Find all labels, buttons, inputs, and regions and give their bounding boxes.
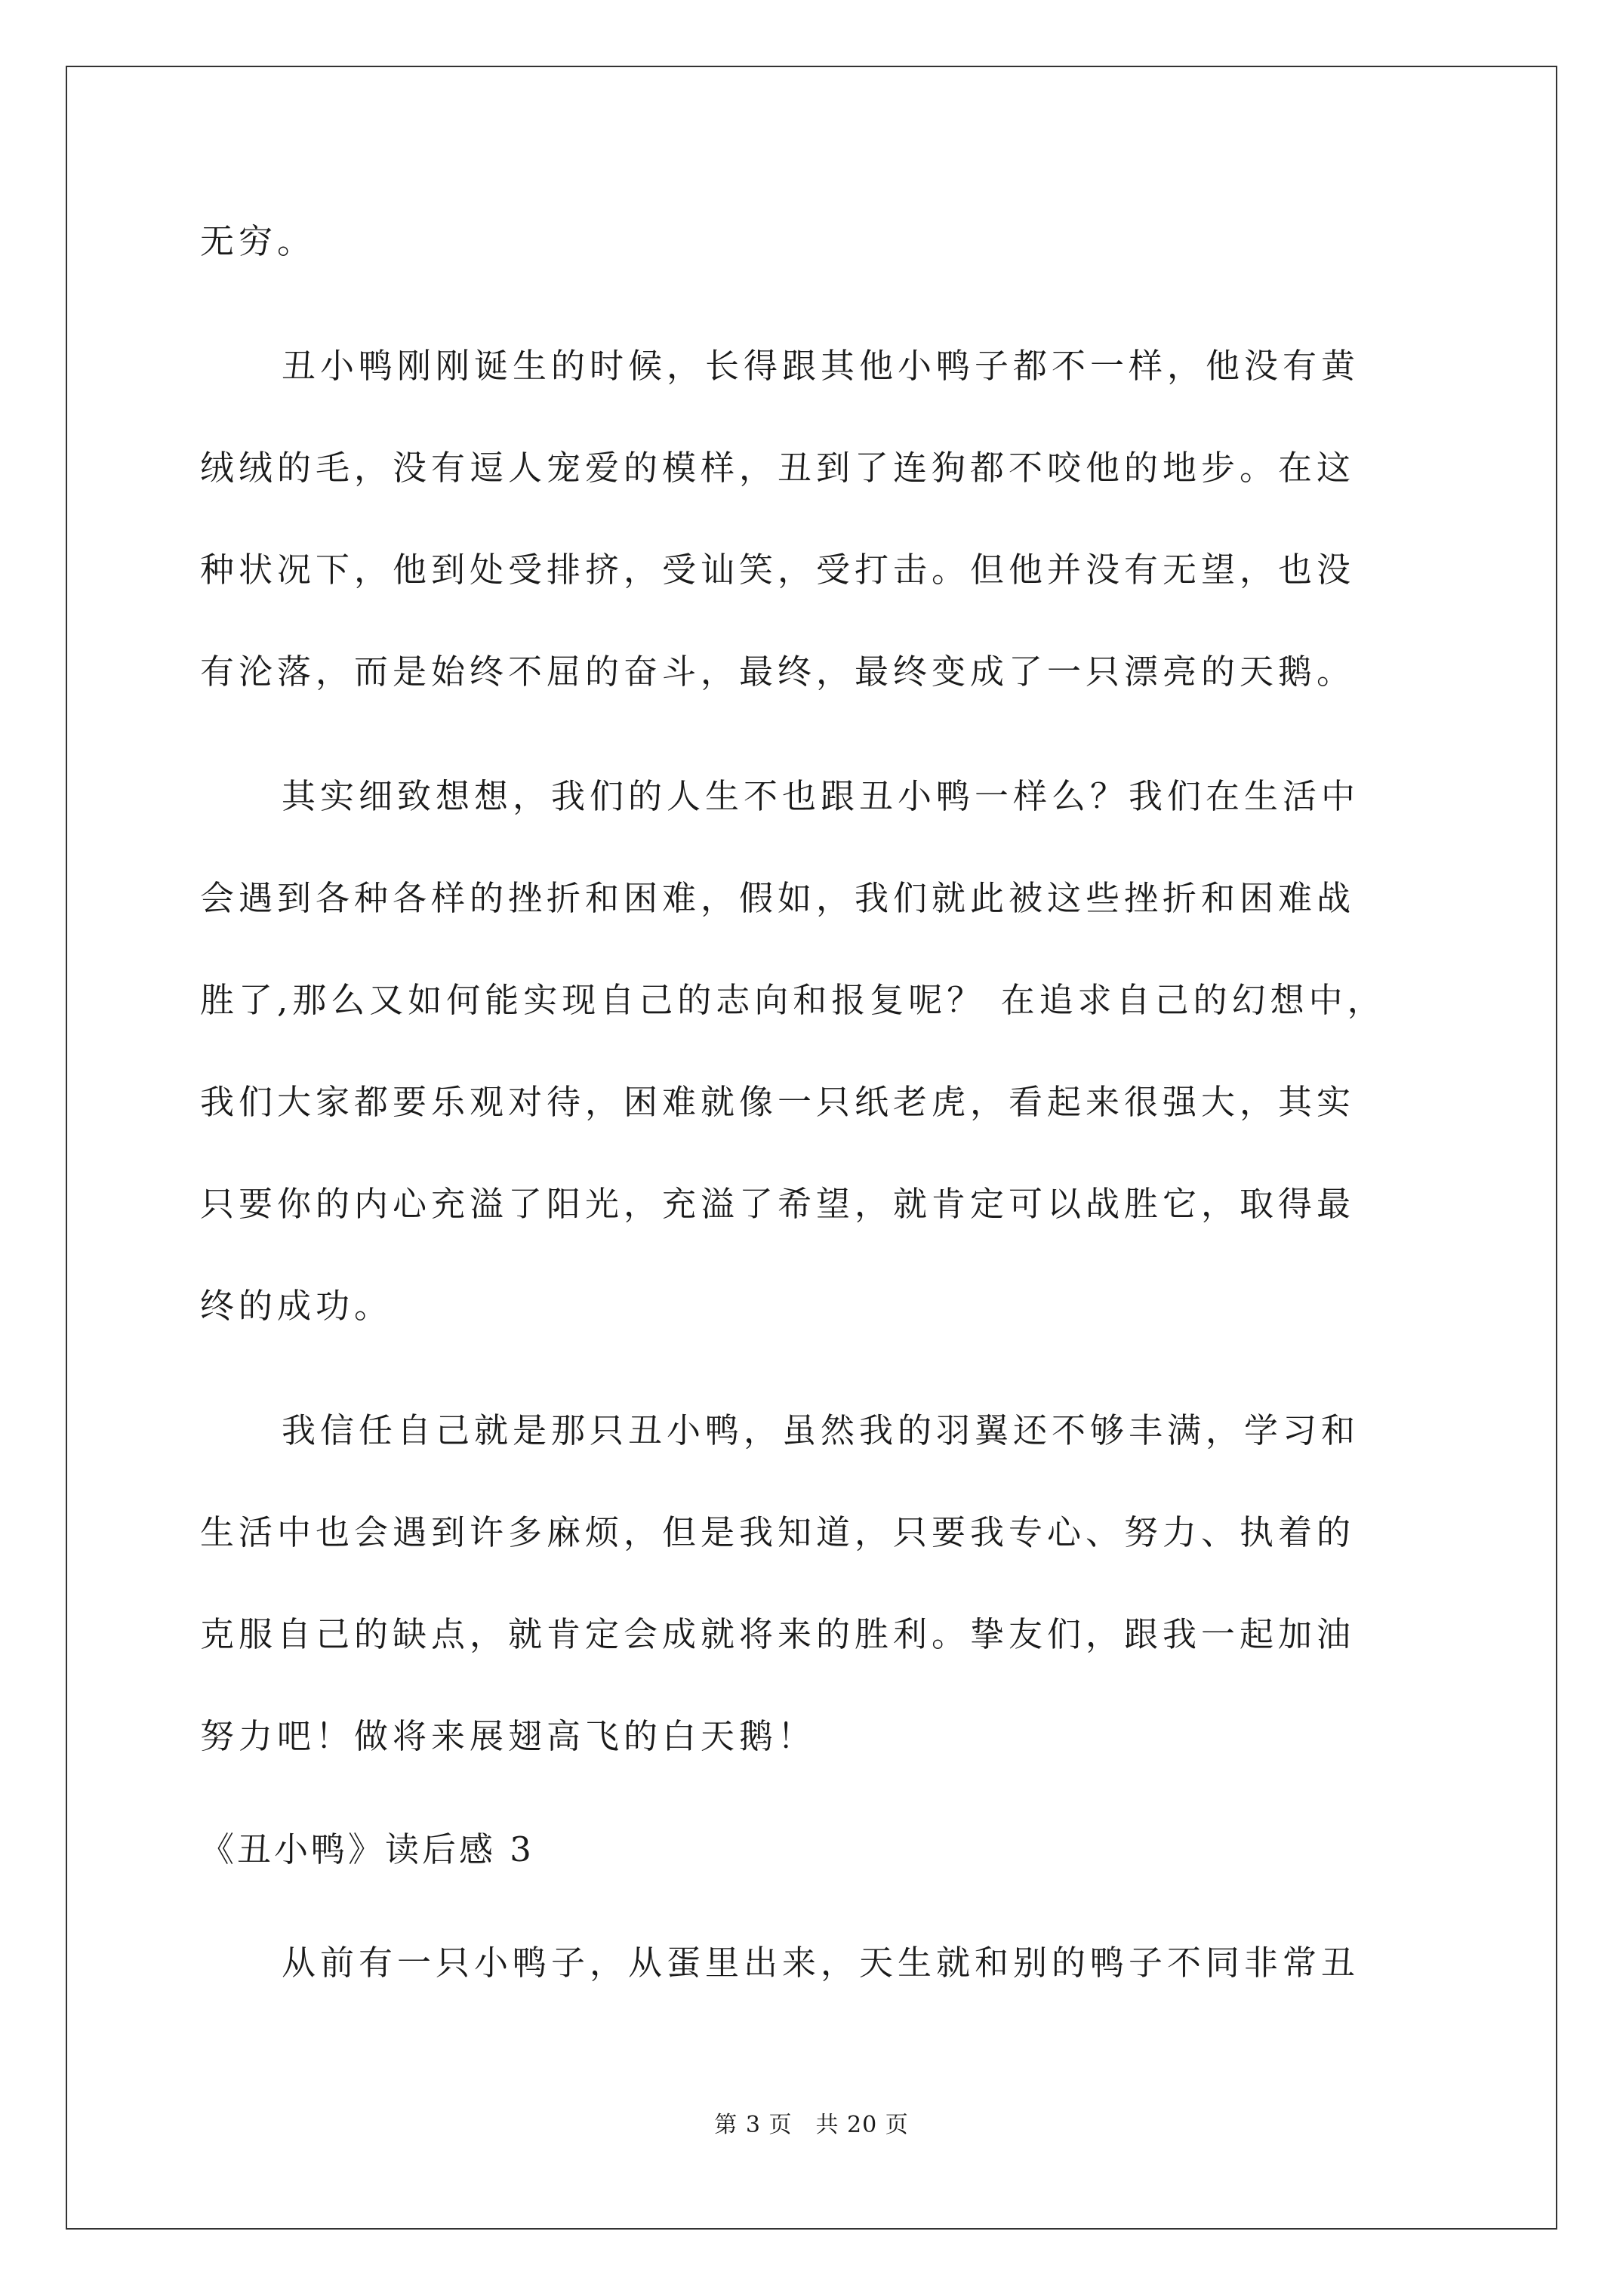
body-text-line: 绒绒的毛，没有逗人宠爱的模样，丑到了连狗都不咬他的地步。在这	[200, 448, 1356, 488]
body-text-line: 生活中也会遇到许多麻烦，但是我知道，只要我专心、努力、执着的	[200, 1512, 1356, 1552]
body-text-line: 我信任自己就是那只丑小鸭，虽然我的羽翼还不够丰满，学习和	[282, 1410, 1360, 1450]
body-text-line: 有沦落，而是始终不屈的奋斗，最终，最终变成了一只漂亮的天鹅。	[200, 652, 1356, 692]
body-text-line: 种状况下，他到处受排挤，受讪笑，受打击。但他并没有无望，也没	[200, 550, 1356, 590]
body-text-line: 终的成功。	[200, 1286, 393, 1326]
body-text-line: 胜了,那么又如何能实现自己的志向和报复呢？ 在追求自己的幻想中，	[200, 980, 1386, 1020]
body-text-line: 我们大家都要乐观对待，困难就像一只纸老虎，看起来很强大，其实	[200, 1082, 1356, 1122]
body-text-line: 克服自己的缺点，就肯定会成就将来的胜利。挚友们，跟我一起加油	[200, 1614, 1356, 1654]
section-heading: 《丑小鸭》读后感 3	[200, 1829, 534, 1869]
body-text-line: 努力吧！做将来展翅高飞的白天鹅！	[200, 1716, 817, 1756]
body-text-line: 无穷。	[200, 221, 316, 261]
body-text-line: 其实细致想想，我们的人生不也跟丑小鸭一样么？我们在生活中	[282, 776, 1360, 816]
body-text-line: 只要你的内心充溢了阳光，充溢了希望，就肯定可以战胜它，取得最	[200, 1184, 1356, 1224]
page-frame	[66, 66, 1557, 2230]
body-text-line: 会遇到各种各样的挫折和困难，假如，我们就此被这些挫折和困难战	[200, 878, 1356, 918]
body-text-line: 从前有一只小鸭子，从蛋里出来，天生就和别的鸭子不同非常丑	[282, 1943, 1360, 1983]
page-number-footer: 第 3 页 共 20 页	[714, 2112, 909, 2138]
body-text-line: 丑小鸭刚刚诞生的时候，长得跟其他小鸭子都不一样，他没有黄	[282, 346, 1360, 386]
